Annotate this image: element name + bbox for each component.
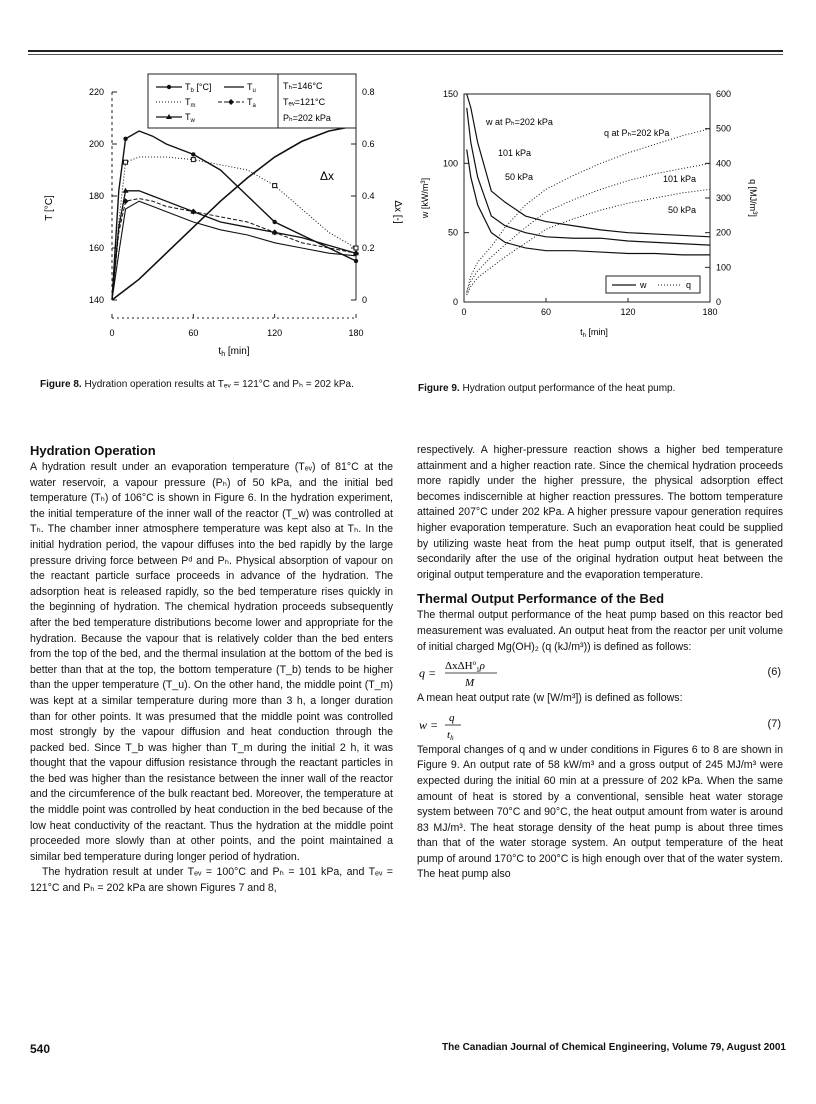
fig9-legend-w: w	[640, 280, 647, 290]
fig8-y2tick-label: 0.8	[362, 87, 375, 97]
fig8-series-line-3	[112, 199, 356, 300]
fig9-xtick-label: 120	[620, 307, 636, 317]
fig9-y2tick-label: 0	[716, 297, 722, 307]
figure-9-caption	[418, 382, 778, 395]
right-paragraph-4: Temporal changes of q and w under conditions in Figures 6 to 8 are shown in Figure 9. An output rate of 58 kW/m³ and a gross output of 245 MJ/m³ were expected during the initial 60 min at a pressure of 202 kPa. When the same amount of heat is stored by a conventional, sensible heat water storage system between 70°C and 90°C, the heat output amount from water is around 83 MJ/m³. The heat storage density of the heat pump is about three times than that of the water storage system. An output temperature of the heat pump of around 170°C to 200°C is high enough over that of the water system. The heat pump also	[417, 743, 783, 881]
right-paragraph-2: The thermal output performance of the heat pump based on this reactor bed measurement was evaluated. An output heat from the reactor per unit volume of initial charged Mg(OH)₂ (q (kJ/m³)) is defined as follows:	[417, 609, 783, 653]
section-heading-hydration: Hydration Operation	[30, 443, 156, 458]
fig8-cond-th: Tₕ=146°C	[283, 81, 323, 91]
fig9-anno-w202: w at Pₕ=202 kPa	[486, 117, 553, 127]
fig8-point	[354, 259, 358, 263]
fig8-point	[191, 158, 195, 162]
fig9-xlabel: $t_h$ [min]	[580, 327, 608, 339]
fig8-ytick-label: 200	[88, 139, 104, 149]
fig9-ytick-label: 100	[442, 158, 458, 169]
fig8-legend-tw: $T_w$	[185, 112, 195, 124]
fig9-y2tick-label: 300	[716, 193, 732, 203]
fig9-ytick-label: 0	[452, 297, 458, 307]
fig8-point	[354, 246, 358, 250]
equation-7	[417, 707, 783, 743]
figure-8-caption	[40, 378, 400, 391]
fig8-point	[272, 220, 276, 224]
svg-text:q: q	[449, 711, 455, 724]
top-rule	[28, 50, 783, 52]
fig8-xtick-label: 60	[188, 328, 199, 338]
fig9-series-line-0	[467, 94, 710, 237]
fig9-anno-q50: 50 kPa	[668, 205, 697, 215]
fig9-y2label: q $[MJ/m^3]$	[748, 179, 758, 217]
fig9-y2tick-label: 600	[716, 89, 732, 99]
left-paragraph-2: The hydration result at under Tₑᵥ = 100°C and Pₕ = 101 kPa, and Tₑᵥ = 121°C and Pₕ = 202 kPa are shown Figures 7 and 8,	[30, 866, 393, 895]
right-paragraph-1: respectively. A higher-pressure reaction shows a higher bed temperature attainment and a higher reaction rate. Since the chemical hydration proceeds more rapidly under the higher pressure, the physical adsorption effect becomes indiscernible at higher reaction pressures. The bottom temperature attained 207°C under 202 kPa. A higher pressure vapour generation requires higher evaporation temperature. Such an evaporation heat could be supplied by utilizing waste heat from the heat pump output itself, that is generated secondarily after the use of the original hydration output heat between the original output temperature and the evaporation temperature.	[417, 444, 783, 581]
fig8-caption-label: Figure 8.	[40, 379, 82, 390]
equation-7-number: (7)	[767, 717, 781, 730]
fig8-point	[273, 184, 277, 188]
fig8-xtick-label: 0	[109, 328, 115, 338]
fig8-legend-tm: $T_m$	[185, 97, 196, 109]
fig8-point	[124, 160, 128, 164]
svg-text:q =: q =	[419, 666, 437, 681]
right-paragraph-3: A mean heat output rate (w [W/m³]) is defined as follows:	[417, 692, 683, 705]
fig8-caption-text: Hydration operation results at Tₑᵥ = 121°C and Pₕ = 202 kPa.	[84, 379, 354, 390]
fig8-ytick-label: 140	[88, 295, 104, 305]
fig9-anno-q202: q at Pₕ=202 kPa	[604, 128, 670, 138]
fig9-series-line-2	[467, 149, 710, 254]
fig8-conditions-box	[278, 74, 356, 128]
figure-8-chart	[40, 62, 403, 362]
fig8-delta-x-label: Δx	[320, 169, 335, 183]
fig8-legend-ta: $T_a$	[247, 97, 256, 109]
fig8-xtick-label: 180	[348, 328, 364, 338]
fig8-legend	[148, 74, 278, 128]
figure-9	[420, 80, 765, 360]
left-paragraph-1: A hydration result under an evaporation temperature (Tₑᵥ) of 81°C at the water reservoir, a vapour pressure (Pₕ) of 50 kPa, and the initial bed temperature (Tₕ) of 106°C is shown in Figure 6. In the hydration experiment, the initial temperature of the inner wall of the reactor (T_w) was controlled at Tₕ. The chamber inner atmosphere temperature was kept also at Tₕ. In the initial hydration period, the vapour diffuses into the bed rapidly by the large pressure driving force between Pᵈ and Pₕ. Physical absorption of vapour on the reactant particle surface proceeds in advance of the hydration. The adsorption heat is released rapidly, so the bed temperature rises quickly in the beginning of hydration. The chemical hydration proceeds subsequently after the bed temperature distributions become lower and appropriate for the hydration. Because the vapour that is relatively colder than the bed enters from the top of the bed, and the thermal insulation at the bottom of the bed is better than that at the top, the bottom temperature (T_b) tends to be higher than the upper temperature (T_u). On the other hand, the middle point (T_m) was kept at a similar temperature during more than 3 h, a longer duration than for other points. It was presumed that the middle point was controlled most strongly by the vapour diffusion and heat conduction through the packed bed. Since T_b was higher than T_m during the initial 2 h, it was thought that the vapour diffusion resistance through the reactant particles in the bed was higher than the resistance between the inner wall of the reactor and the circumference of the bulk reactant bed. Moreover, the temperature at the middle point was controlled by heat conduction in the bed because of the low heat conductivity of the reactant. Thus the hydration at the middle point proceeded more slowly than at other points, and the point maintained a similar bed temperature during longer period of hydration.	[30, 461, 393, 863]
fig9-anno-w50: 50 kPa	[505, 172, 534, 182]
svg-text:th: th	[447, 728, 454, 742]
fig8-y2tick-label: 0	[362, 295, 368, 305]
fig8-series-line-0	[112, 131, 356, 300]
equation-6-number: (6)	[767, 666, 781, 679]
fig9-anno-q101: 101 kPa	[663, 174, 697, 184]
fig8-series-line-1	[112, 201, 356, 300]
fig9-y2tick-label: 100	[716, 262, 732, 273]
fig9-anno-w101: 101 kPa	[498, 148, 532, 158]
fig8-cond-ph: Pₕ=202 kPa	[283, 113, 331, 123]
fig8-point	[191, 152, 195, 156]
fig9-y2tick-label: 500	[716, 123, 732, 134]
fig8-cond-tev: Tₑᵥ=121°C	[283, 97, 326, 107]
fig9-xtick-label: 0	[461, 307, 467, 317]
fig9-ylabel: w $[kW/m^3]$	[420, 177, 430, 219]
fig9-ytick-label: 50	[447, 227, 458, 238]
fig9-caption-text: Hydration output performance of the heat pump.	[462, 383, 676, 394]
fig9-legend	[606, 276, 700, 293]
fig9-legend-q: q	[686, 280, 692, 290]
fig8-legend-tu: $T_u$	[247, 82, 256, 94]
svg-text:ΔxΔHo1ρ: ΔxΔH$^o_1$ρ	[445, 659, 485, 675]
svg-text:w =: w =	[419, 717, 439, 732]
page-number: 540	[30, 1042, 51, 1056]
figure-8	[40, 62, 403, 362]
journal-footer: The Canadian Journal of Chemical Engineering, Volume 79, August 2001	[442, 1042, 786, 1053]
fig8-y2tick-label: 0.4	[362, 191, 375, 201]
top-rule-thin	[28, 54, 783, 55]
fig8-ylabel: T [°C]	[44, 195, 55, 221]
fig8-series-line-4	[112, 191, 356, 300]
fig9-xtick-label: 180	[702, 307, 718, 317]
fig8-legend-tb: $T_b$ [°C]	[185, 82, 212, 94]
fig8-y2label: Δx [-]	[392, 200, 403, 224]
fig8-ytick-label: 180	[88, 191, 104, 201]
section-heading-thermal-output: Thermal Output Performance of the Bed	[417, 591, 665, 607]
fig8-ytick-label: 160	[88, 243, 104, 253]
left-column	[30, 443, 393, 897]
fig9-y2tick-label: 400	[716, 158, 732, 169]
fig8-y2tick-label: 0.2	[362, 243, 375, 253]
figure-9-chart	[420, 80, 765, 360]
equation-6	[417, 655, 783, 691]
fig8-y2tick-label: 0.6	[362, 139, 375, 149]
fig8-xtick-label: 120	[267, 328, 283, 338]
fig9-y2tick-label: 200	[716, 227, 732, 238]
svg-text:M: M	[465, 677, 475, 690]
fig9-xtick-label: 60	[540, 307, 552, 317]
fig8-ytick-label: 220	[88, 87, 104, 97]
fig8-delta-x-line	[112, 126, 356, 300]
fig9-caption-label: Figure 9.	[418, 383, 460, 394]
right-column	[417, 443, 783, 883]
fig8-point	[123, 137, 127, 141]
fig8-xlabel: $t_h$ [min]	[218, 346, 250, 358]
equation-6-formula	[417, 655, 577, 691]
equation-7-formula	[417, 707, 577, 743]
fig9-ytick-label: 150	[442, 89, 458, 99]
